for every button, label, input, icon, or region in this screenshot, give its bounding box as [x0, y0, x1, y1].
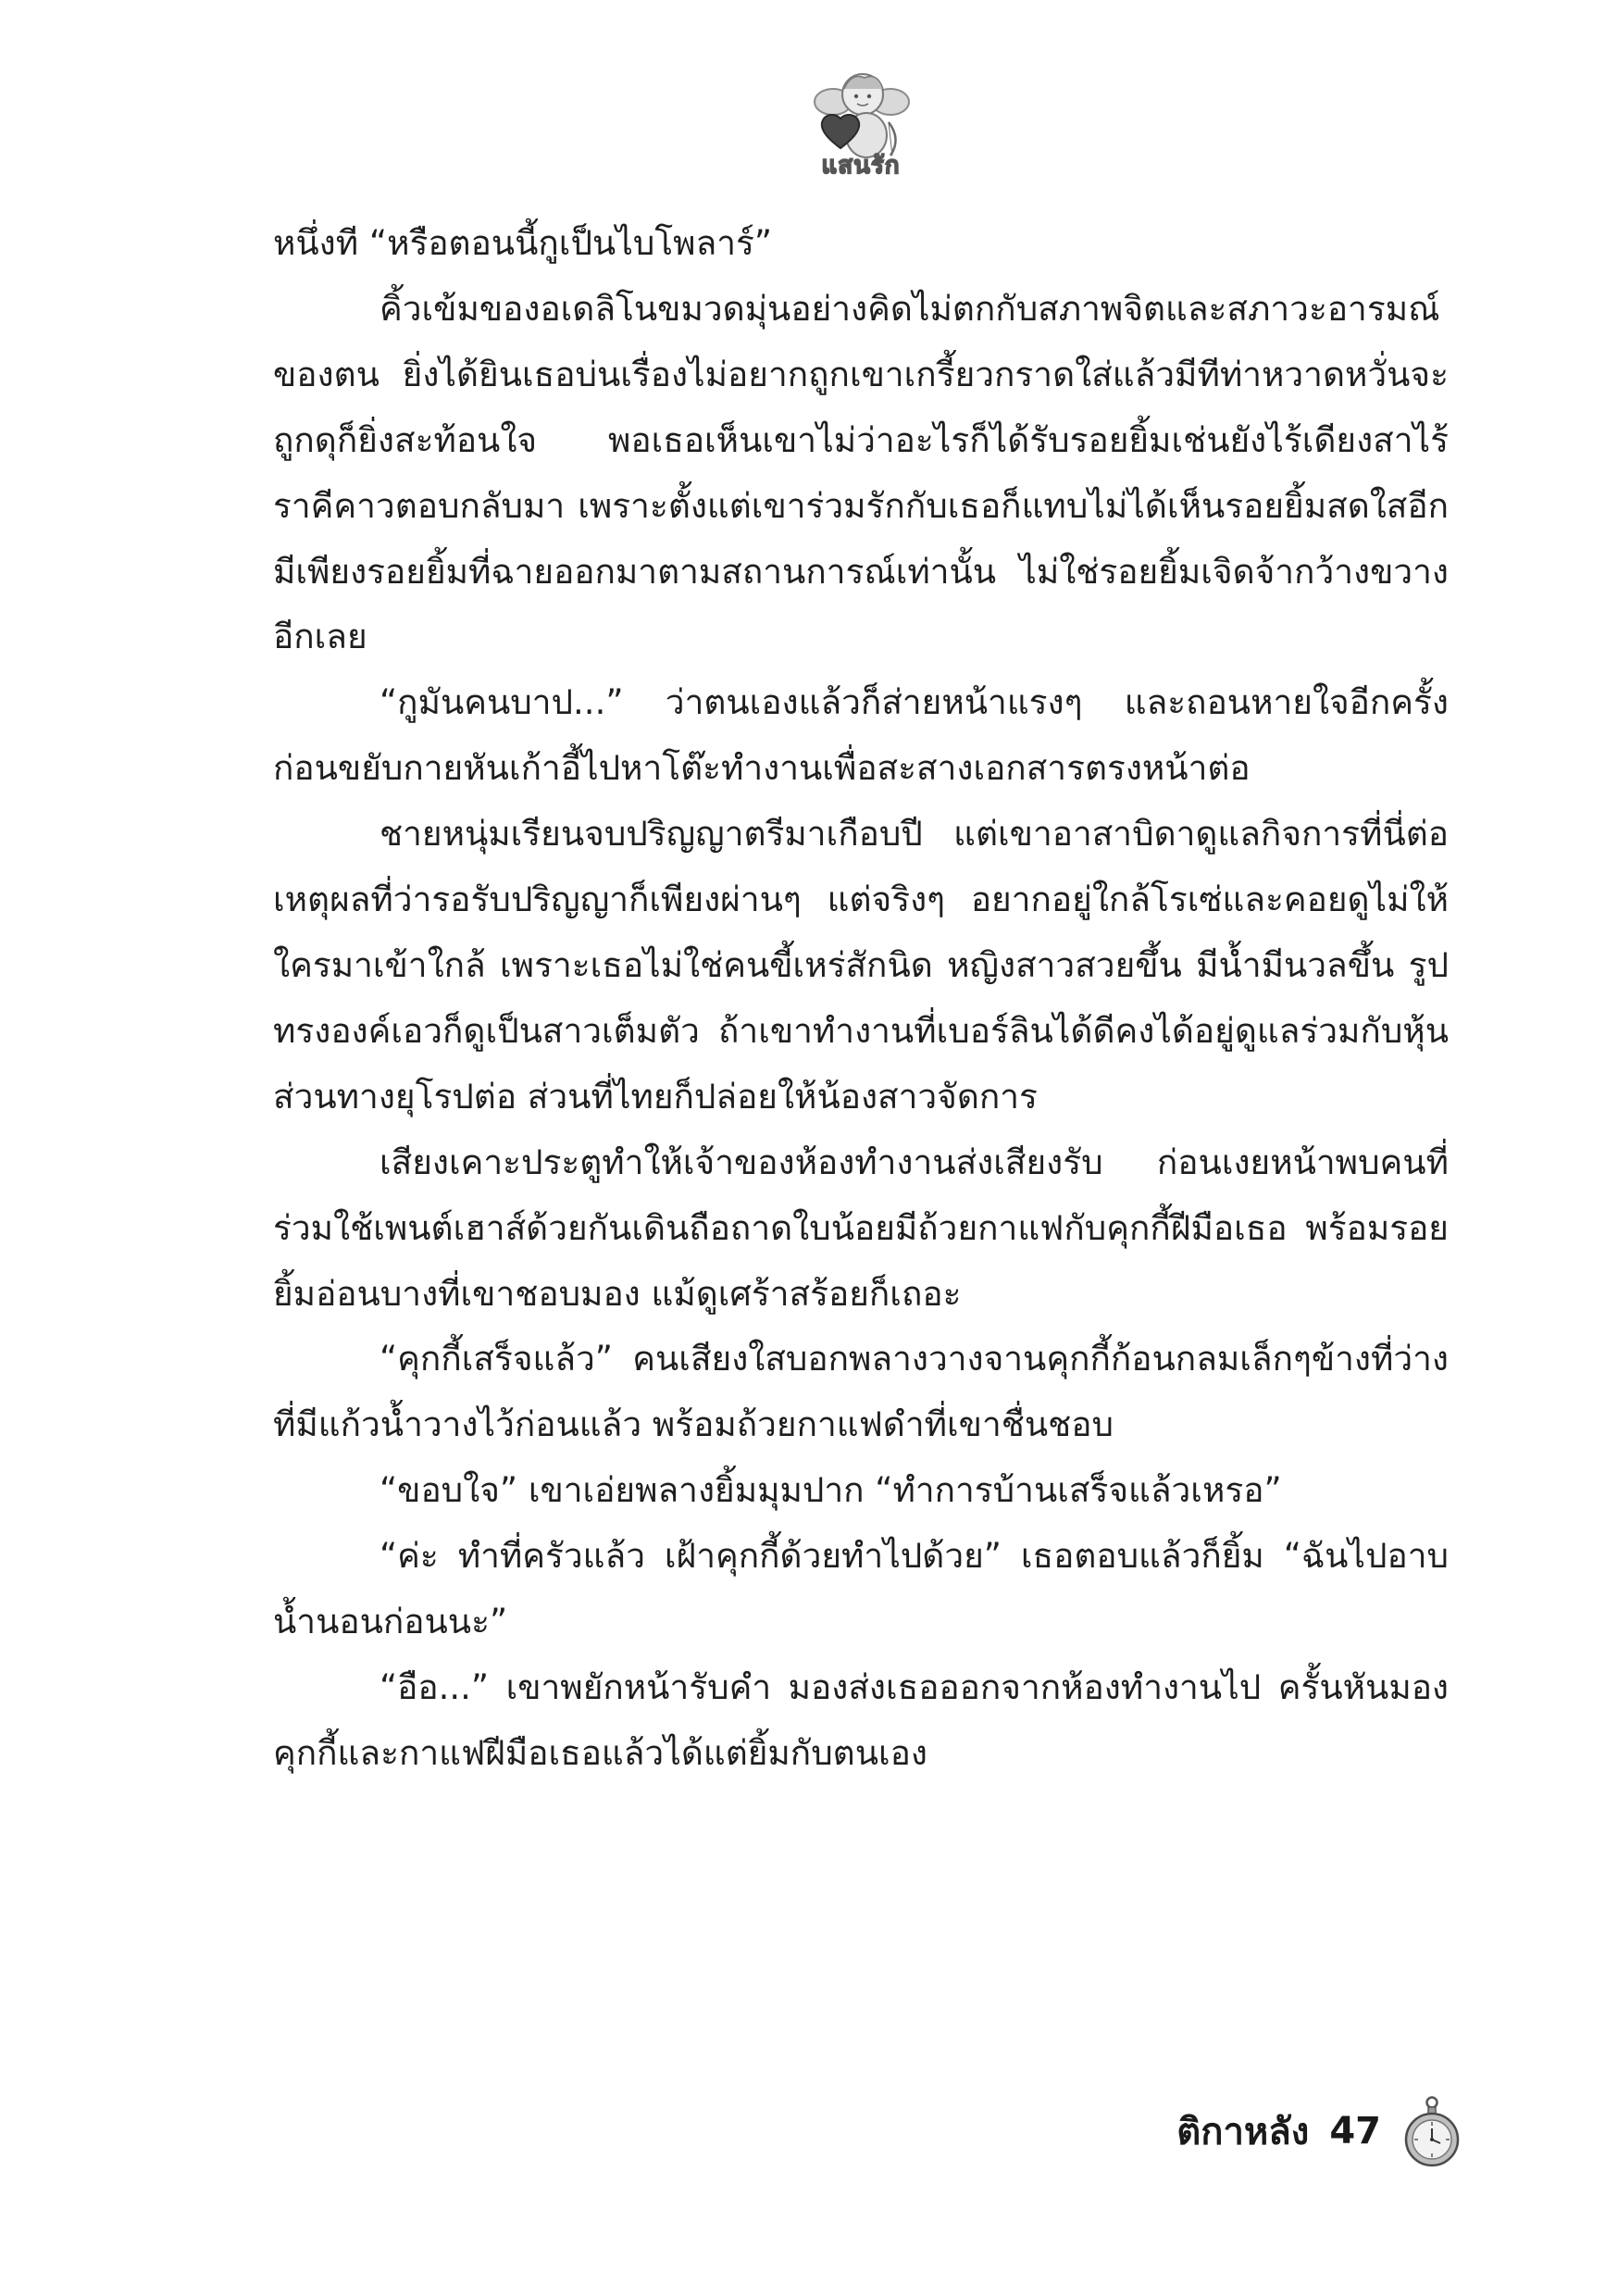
emblem-label: แสนรัก — [821, 152, 901, 180]
book-title: ติกาหลัง — [1176, 2111, 1310, 2153]
paragraph: หนึ่งที “หรือตอนนี้กูเป็นไบโพลาร์” — [273, 223, 773, 263]
page-number: 47 — [1329, 2110, 1381, 2152]
paragraph: คิ้วเข้มของอเดลิโนขมวดมุ่นอย่างคิดไม่ตกกับสภาพจิตและสภาวะอารมณ์ของตน ยิ่งได้ยินเธอบ่นเรื่องไม่อยากถูกเขาเกรี้ยวกราดใส่แล้วมีทีท่าหวาดหวั่นจะถูกดุก็ยิ่งสะท้อนใจ พอเธอเห็นเขาไม่ว่าอะไรก็ได้รับรอยยิ้มเช่นยังไร้เดียงสาไร้ราคีคาวตอบกลับมา เพราะตั้งแต่เขาร่วมรักกับเธอก็แทบไม่ได้เห็นรอยยิ้มสดใสอีก มีเพียงรอยยิ้มที่ฉายออกมาตามสถานการณ์เท่านั้น ไม่ใช่รอยยิ้มเจิดจ้ากว้างขวางอีกเลย — [273, 288, 1449, 657]
paragraph: “ค่ะ ทำที่ครัวแล้ว เฝ้าคุกกี้ด้วยทำไปด้วย” เธอตอบแล้วก็ยิ้ม “ฉันไปอาบน้ำนอนก่อนนะ” — [273, 1536, 1449, 1642]
paragraph: ชายหนุ่มเรียนจบปริญญาตรีมาเกือบปี แต่เขาอาสาบิดาดูแลกิจการที่นี่ต่อ เหตุผลที่ว่ารอรับปริญญาก็เพียงผ่านๆ แต่จริงๆ อยากอยู่ใกล้โรเซ่และคอยดูไม่ให้ใครมาเข้าใกล้ เพราะเธอไม่ใช่คนขี้เหร่สักนิด หญิงสาวสวยขึ้น มีน้ำมีนวลขึ้น รูปทรงองค์เอวก็ดูเป็นสาวเต็มตัว ถ้าเขาทำงานที่เบอร์ลินได้ดีคงได้อยู่ดูแลร่วมกับหุ้นส่วนทางยุโรปต่อ ส่วนที่ไทยก็ปล่อยให้น้องสาวจัดการ — [273, 814, 1449, 1117]
paragraph: “อือ...” เขาพยักหน้ารับคำ มองส่งเธอออกจากห้องทำงานไป ครั้นหันมองคุกกี้และกาแฟฝีมือเธอแล้วได้แต่ยิ้มกับตนเอง — [273, 1666, 1449, 1773]
paragraph: เสียงเคาะประตูทำให้เจ้าของห้องทำงานส่งเสียงรับ ก่อนเงยหน้าพบคนที่ร่วมใช้เพนต์เฮาส์ด้วยกันเดินถือถาดใบน้อยมีถ้วยกาแฟกับคุกกี้ฝีมือเธอ พร้อมรอยยิ้มอ่อนบางที่เขาชอบมอง แม้ดูเศร้าสร้อยก็เถอะ — [273, 1142, 1449, 1314]
body-text — [273, 211, 1449, 1787]
page-footer — [1176, 2094, 1461, 2168]
paragraph: “คุกกี้เสร็จแล้ว” คนเสียงใสบอกพลางวางจานคุกกี้ก้อนกลมเล็กๆข้างที่ว่างที่มีแก้วน้ำวางไว้ก่อนแล้ว พร้อมถ้วยกาแฟดำที่เขาชื่นชอบ — [273, 1339, 1449, 1445]
pocket-watch-icon — [1403, 2095, 1461, 2167]
paragraph: “กูมันคนบาป...” ว่าตนเองแล้วก็ส่ายหน้าแรงๆ และถอนหายใจอีกครั้ง ก่อนขยับกายหันเก้าอี้ไปหาโต๊ะทำงานเพื่อสะสางเอกสารตรงหน้าต่อ — [273, 682, 1449, 789]
paragraph: “ขอบใจ” เขาเอ่ยพลางยิ้มมุมปาก “ทำการบ้านเสร็จแล้วเหรอ” — [380, 1470, 1282, 1511]
